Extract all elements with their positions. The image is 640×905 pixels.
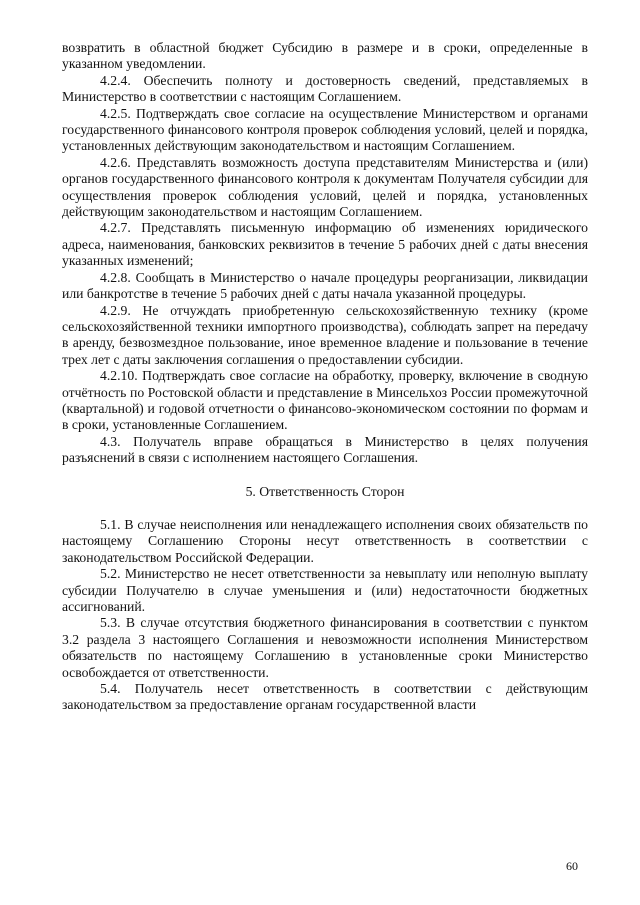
- paragraph: 5.4. Получатель несет ответственность в соответствии с действующим законодательством за предоставление органам государственной власти: [62, 681, 588, 713]
- paragraph: 4.2.8. Сообщать в Министерство о начале процедуры реорганизации, ликвидации или банкротстве в течение 5 рабочих дней с даты начала указанной процедуры.: [62, 269, 588, 302]
- section-heading: 5. Ответственность Сторон: [245, 483, 405, 499]
- document-body: [62, 40, 588, 714]
- paragraph: 4.2.10. Подтверждать свое согласие на обработку, проверку, включение в сводную отчётность по Ростовской области и представление в Минсельхоз России промежуточной (квартальной) и годовой отчетности о финансово-экономическом состоянии по формам и в сроки, установленные Соглашением.: [62, 368, 588, 433]
- paragraph: 4.3. Получатель вправе обращаться в Министерство в целях получения разъяснений в связи с исполнением настоящего Соглашения.: [62, 433, 588, 466]
- paragraph: 4.2.7. Представлять письменную информацию об изменениях юридического адреса, наименования, банковских реквизитов в течение 5 рабочих дней с даты внесения указанных изменений;: [62, 220, 588, 269]
- paragraph: 4.2.9. Не отчуждать приобретенную сельскохозяйственную технику (кроме сельскохозяйственной техники импортного производства), соблюдать запрет на передачу в аренду, безвозмездное пользование, иное временное владение и пользование в течение трех лет с даты заключения соглашения о предоставлении субсидии.: [62, 302, 588, 367]
- paragraph: 5.3. В случае отсутствия бюджетного финансирования в соответствии с пунктом 3.2 раздела 3 настоящего Соглашения и невозможности исполнения Министерством обязательств по настоящему Соглашению в установленные сроки Министерство освобождается от ответственности.: [62, 615, 588, 680]
- paragraph: 5.2. Министерство не несет ответственности за невыплату или неполную выплату субсидии Получателю в случае уменьшения и (или) недостаточности бюджетных ассигнований.: [62, 566, 588, 614]
- paragraphs-top: [62, 40, 588, 467]
- paragraph: 5.1. В случае неисполнения или ненадлежащего исполнения своих обязательств по настоящему Соглашению Стороны несут ответственность в соответствии с законодательством Российской Федерации.: [62, 516, 588, 565]
- paragraph: возвратить в областной бюджет Субсидию в размере и в сроки, определенные в указанном уведомлении.: [62, 40, 588, 72]
- page-number: 60: [566, 859, 578, 873]
- paragraph: 4.2.4. Обеспечить полноту и достоверность сведений, представляемых в Министерство в соответствии с настоящим Соглашением.: [62, 72, 588, 105]
- paragraph: 4.2.5. Подтверждать свое согласие на осуществление Министерством и органами государственного финансового контроля проверок соблюдения условий, целей и порядка, установленных действующим законодательством и настоящим Соглашением.: [62, 105, 588, 154]
- paragraph: 4.2.6. Представлять возможность доступа представителям Министерства и (или) органов государственного финансового контроля к документам Получателя субсидии для осуществления проверок соблюдения условий, целей и порядка, установленных действующим законодательством и настоящим Соглашением.: [62, 154, 588, 220]
- paragraphs-bottom: [62, 517, 588, 714]
